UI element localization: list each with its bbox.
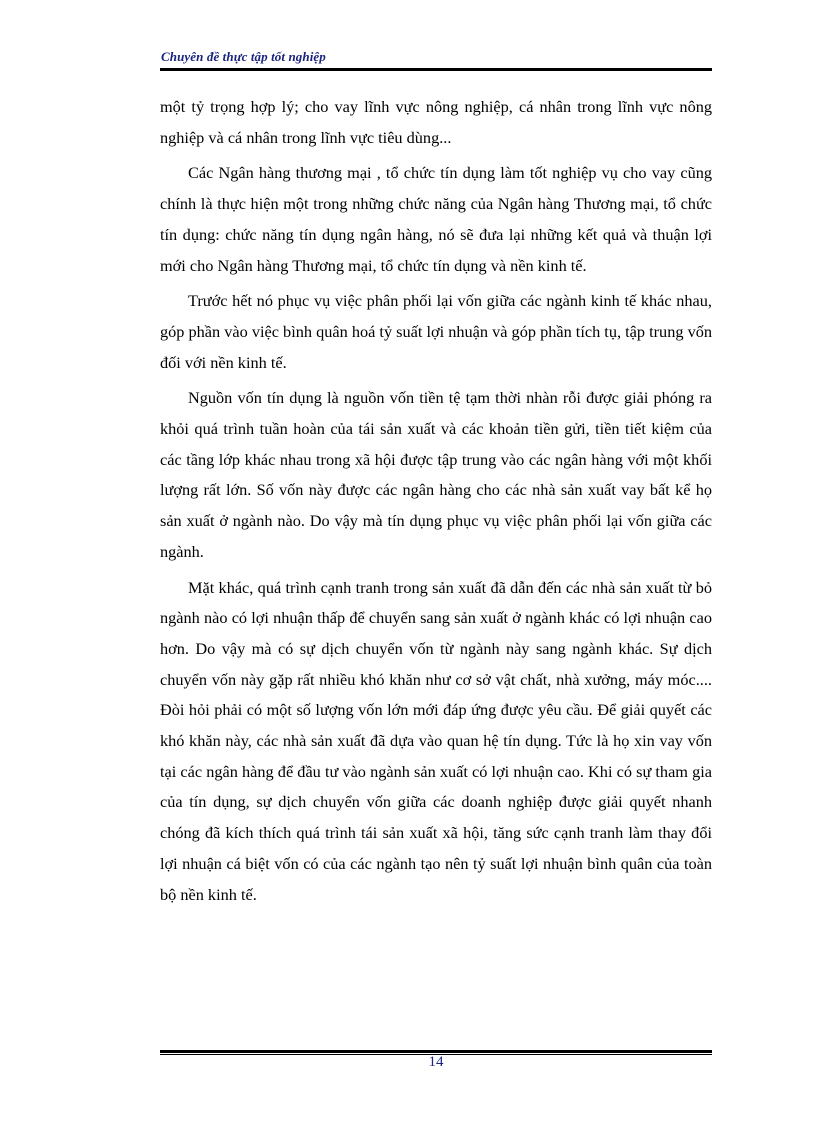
- header-rule: [160, 68, 712, 71]
- paragraph: Nguồn vốn tín dụng là nguồn vốn tiền tệ tạm thời nhàn rỗi được giải phóng ra khỏi quá trình tuần hoàn của tái sản xuất và các khoản tiền gửi, tiền tiết kiệm của các tầng lớp khác nhau trong xã hội được tập trung vào các ngân hàng với một khối lượng rất lớn. Số vốn này được các ngân hàng cho các nhà sản xuất vay bất kể họ sản xuất ở ngành nào. Do vậy mà tín dụng phục vụ việc phân phối lại vốn giữa các ngành.: [160, 388, 712, 561]
- paragraph: Trước hết nó phục vụ việc phân phối lại vốn giữa các ngành kinh tế khác nhau, góp phần vào việc bình quân hoá tỷ suất lợi nhuận và góp phần tích tụ, tập trung vốn đối với nền kinh tế.: [160, 291, 712, 372]
- running-header-title: Chuyên đề thực tập tốt nghiệp: [161, 49, 326, 64]
- paragraph: Mặt khác, quá trình cạnh tranh trong sản xuất đã dẫn đến các nhà sản xuất từ bỏ ngành nào có lợi nhuận thấp để chuyển sang sản xuất ở ngành khác có lợi nhuận cao hơn. Do vậy mà có sự dịch chuyển vốn từ ngành này sang ngành khác. Sự dịch chuyển vốn này gặp rất nhiều khó khăn như cơ sở vật chất, nhà xưởng, máy móc.... Đòi hỏi phải có một số lượng vốn lớn mới đáp ứng được yêu cầu. Để giải quyết các khó khăn này, các nhà sản xuất đã dựa vào quan hệ tín dụng. Tức là họ xin vay vốn tại các ngân hàng để đầu tư vào ngành sản xuất có lợi nhuận cao. Khi có sự tham gia của tín dụng, sự dịch chuyển vốn giữa các doanh nghiệp được giải quyết nhanh chóng đã kích thích quá trình tái sản xuất xã hội, tăng sức cạnh tranh làm thay đổi lợi nhuận cá biệt vốn có của các ngành tạo nên tỷ suất lợi nhuận bình quân của toàn bộ nền kinh tế.: [160, 577, 712, 904]
- paragraph: Các Ngân hàng thương mại , tổ chức tín dụng làm tốt nghiệp vụ cho vay cũng chính là thực hiện một trong những chức năng của Ngân hàng Thương mại, tổ chức tín dụng: chức năng tín dụng ngân hàng, nó sẽ đưa lại những kết quả và thuận lợi mới cho Ngân hàng Thương mại, tổ chức tín dụng và nền kinh tế.: [160, 163, 712, 275]
- page-number: 14: [428, 1054, 444, 1070]
- page-body: [160, 92, 712, 915]
- paragraph-continuation: một tỷ trọng hợp lý; cho vay lĩnh vực nông nghiệp, cá nhân trong lĩnh vực nông nghiệp và cá nhân trong lĩnh vực tiêu dùng...: [160, 97, 712, 147]
